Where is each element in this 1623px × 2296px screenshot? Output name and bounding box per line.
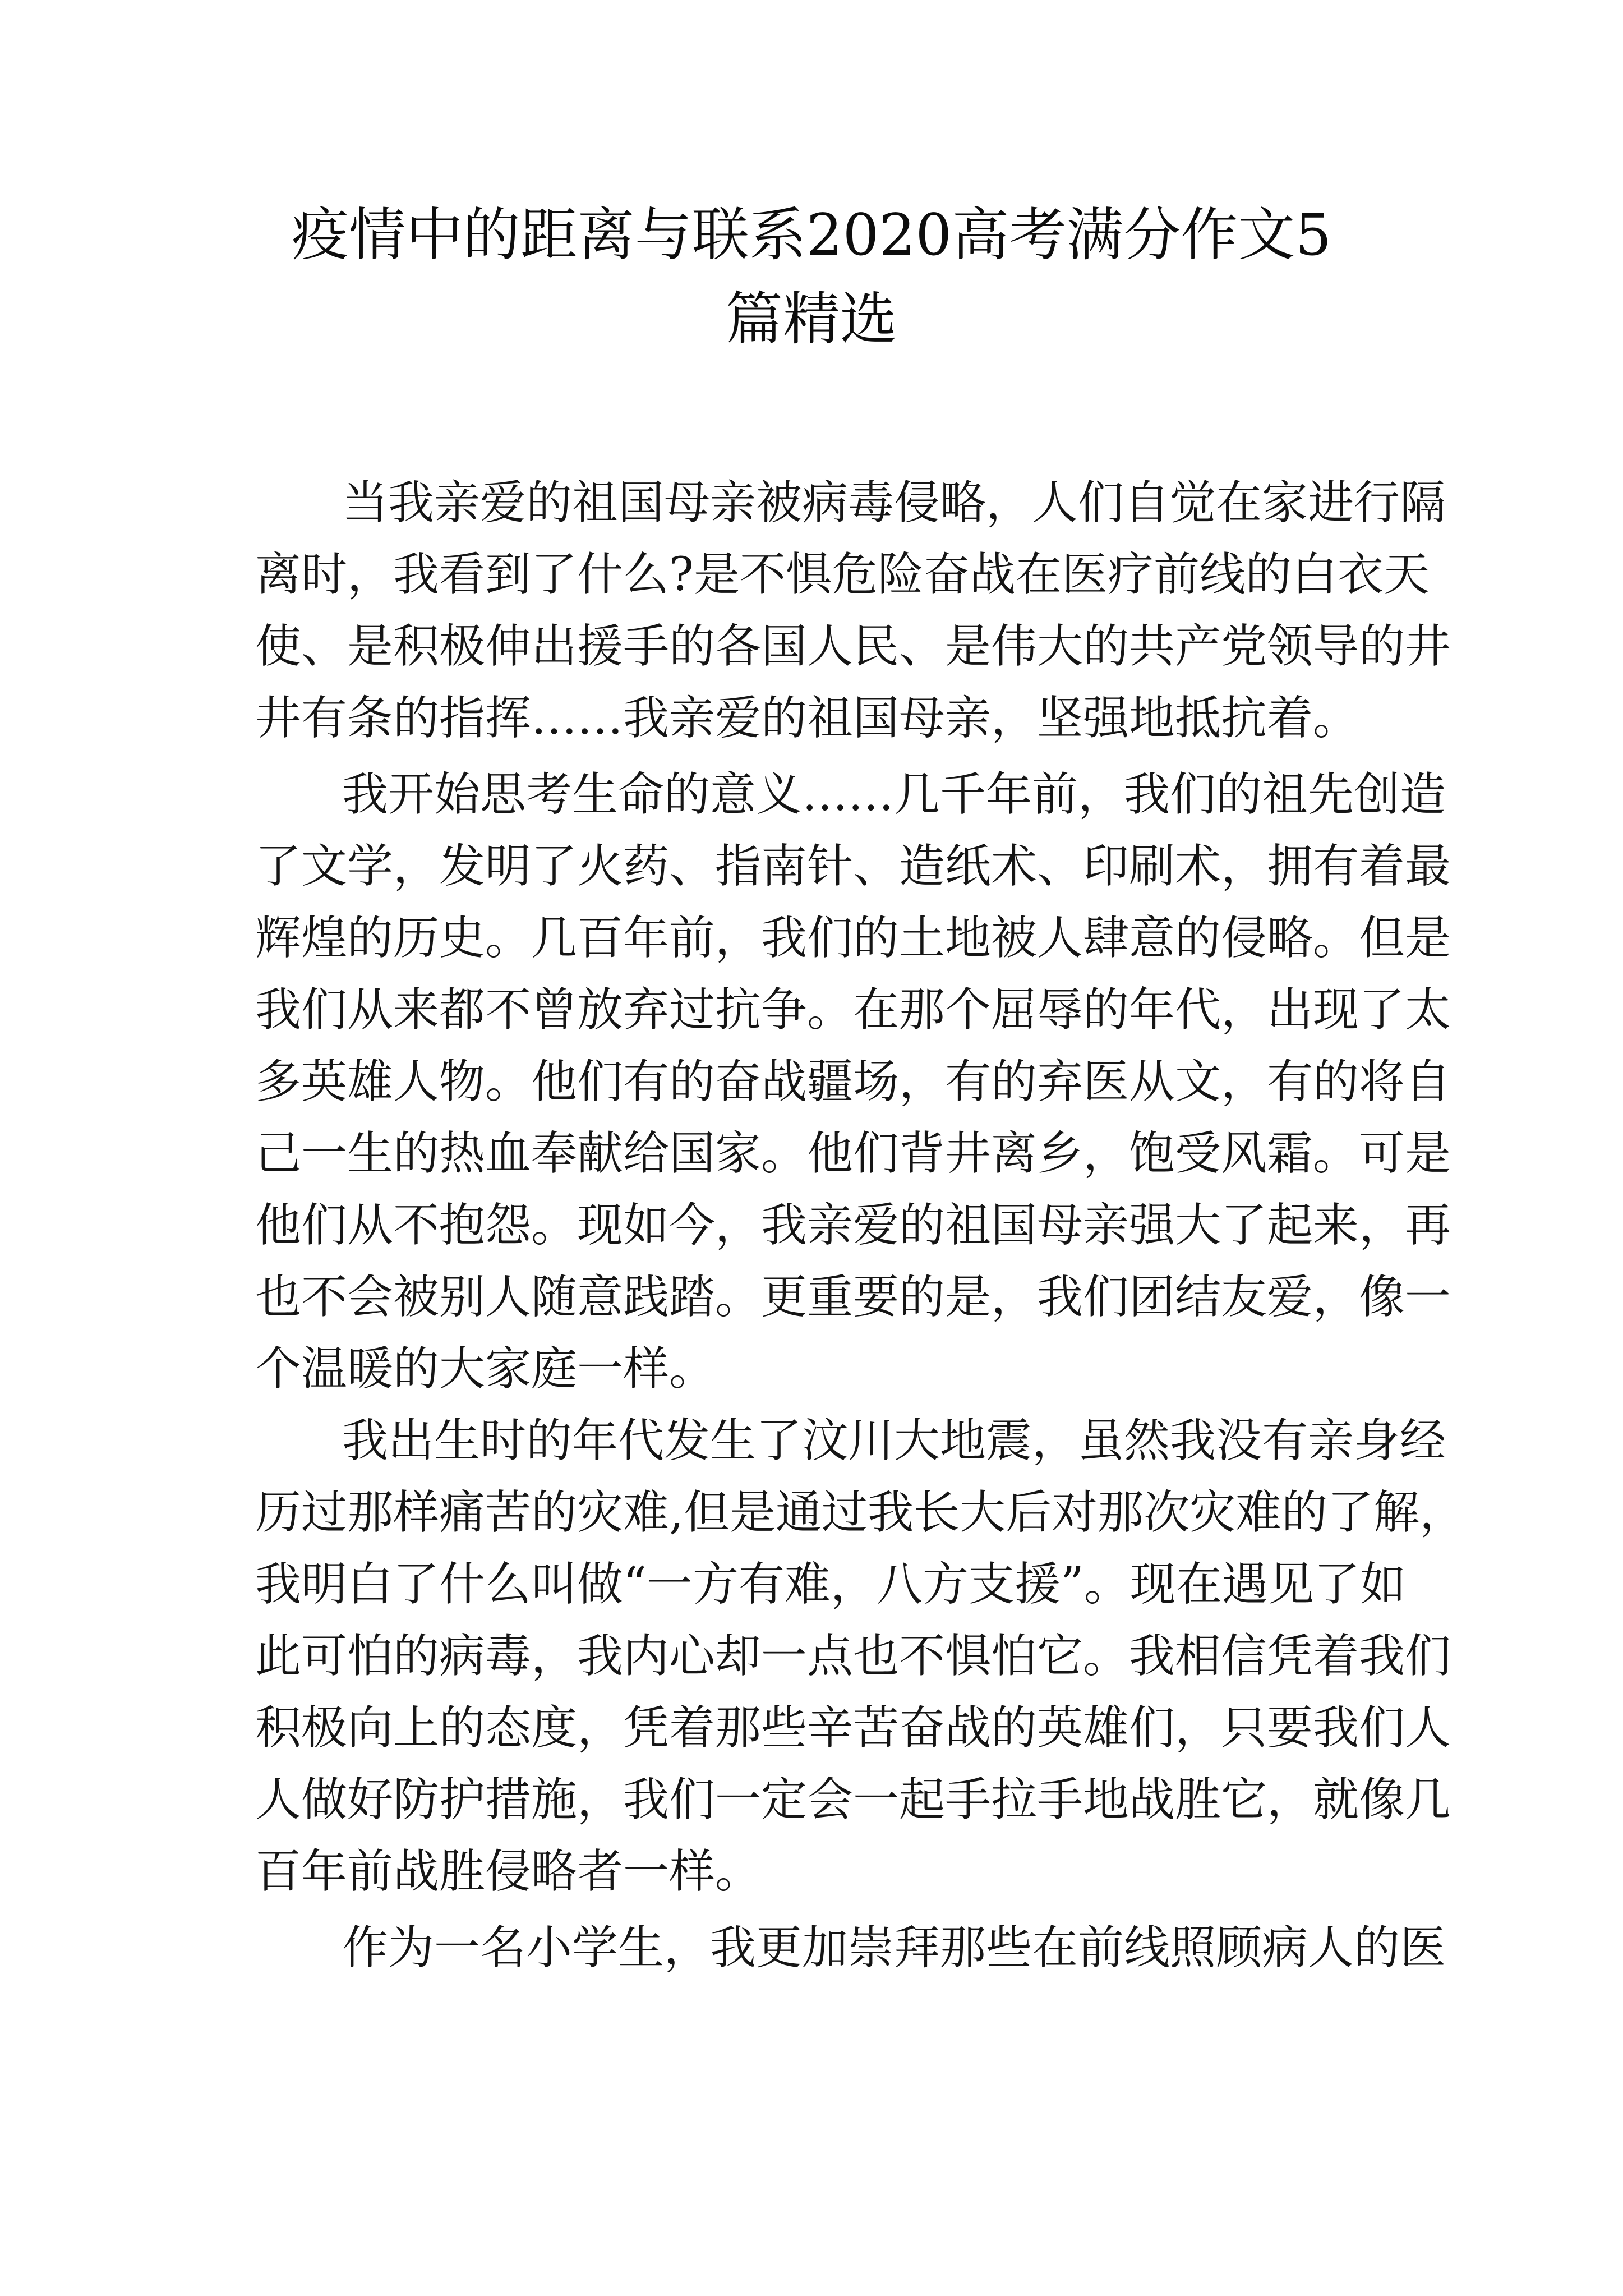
body-line: 使、是积极伸出援手的各国人民、是伟大的共产党领导的井: [255, 620, 1451, 673]
body-line: 己一生的热血奉献给国家。他们背井离乡，饱受风霜。可是: [255, 1127, 1451, 1180]
body-line: 人做好防护措施，我们一定会一起手拉手地战胜它，就像几: [255, 1773, 1451, 1826]
body-line: 他们从不抱怨。现如今，我亲爱的祖国母亲强大了起来，再: [255, 1199, 1451, 1252]
body-line: 井有条的指挥……我亲爱的祖国母亲，坚强地抵抗着。: [255, 692, 1359, 745]
body-line: 也不会被别人随意践踏。更重要的是，我们团结友爱，像一: [255, 1271, 1451, 1324]
body-line: 离时，我看到了什么?是不惧危险奋战在医疗前线的白衣天: [255, 548, 1430, 601]
body-line: 辉煌的历史。几百年前，我们的土地被人肆意的侵略。但是: [255, 912, 1451, 965]
body-line: 作为一名小学生，我更加崇拜那些在前线照顾病人的医: [342, 1921, 1446, 1975]
body-line: 历过那样痛苦的灾难,但是通过我长大后对那次灾难的了解，: [255, 1486, 1466, 1539]
body-line: 此可怕的病毒，我内心却一点也不惧怕它。我相信凭着我们: [255, 1630, 1451, 1683]
body-line: 我开始思考生命的意义……几千年前，我们的祖先创造: [342, 768, 1446, 821]
body-line: 我出生时的年代发生了汶川大地震，虽然我没有亲身经: [342, 1414, 1446, 1467]
body-line: 百年前战胜侵略者一样。: [255, 1845, 762, 1898]
body-line: 多英雄人物。他们有的奋战疆场，有的弃医从文，有的将自: [255, 1055, 1451, 1108]
body-line: 当我亲爱的祖国母亲被病毒侵略，人们自觉在家进行隔: [342, 476, 1446, 530]
body-line: 我明白了什么叫做“一方有难，八方支援”。现在遇见了如: [255, 1558, 1406, 1611]
document-title-line-2: 篇精选: [726, 286, 897, 353]
body-line: 个温暖的大家庭一样。: [255, 1342, 716, 1396]
body-line: 我们从来都不曾放弃过抗争。在那个屈辱的年代，出现了太: [255, 983, 1451, 1037]
body-line: 积极向上的态度，凭着那些辛苦奋战的英雄们，只要我们人: [255, 1701, 1451, 1755]
document-title-line-1: 疫情中的距离与联系2020高考满分作文5: [291, 202, 1332, 269]
body-line: 了文学，发明了火药、指南针、造纸术、印刷术，拥有着最: [255, 840, 1451, 893]
